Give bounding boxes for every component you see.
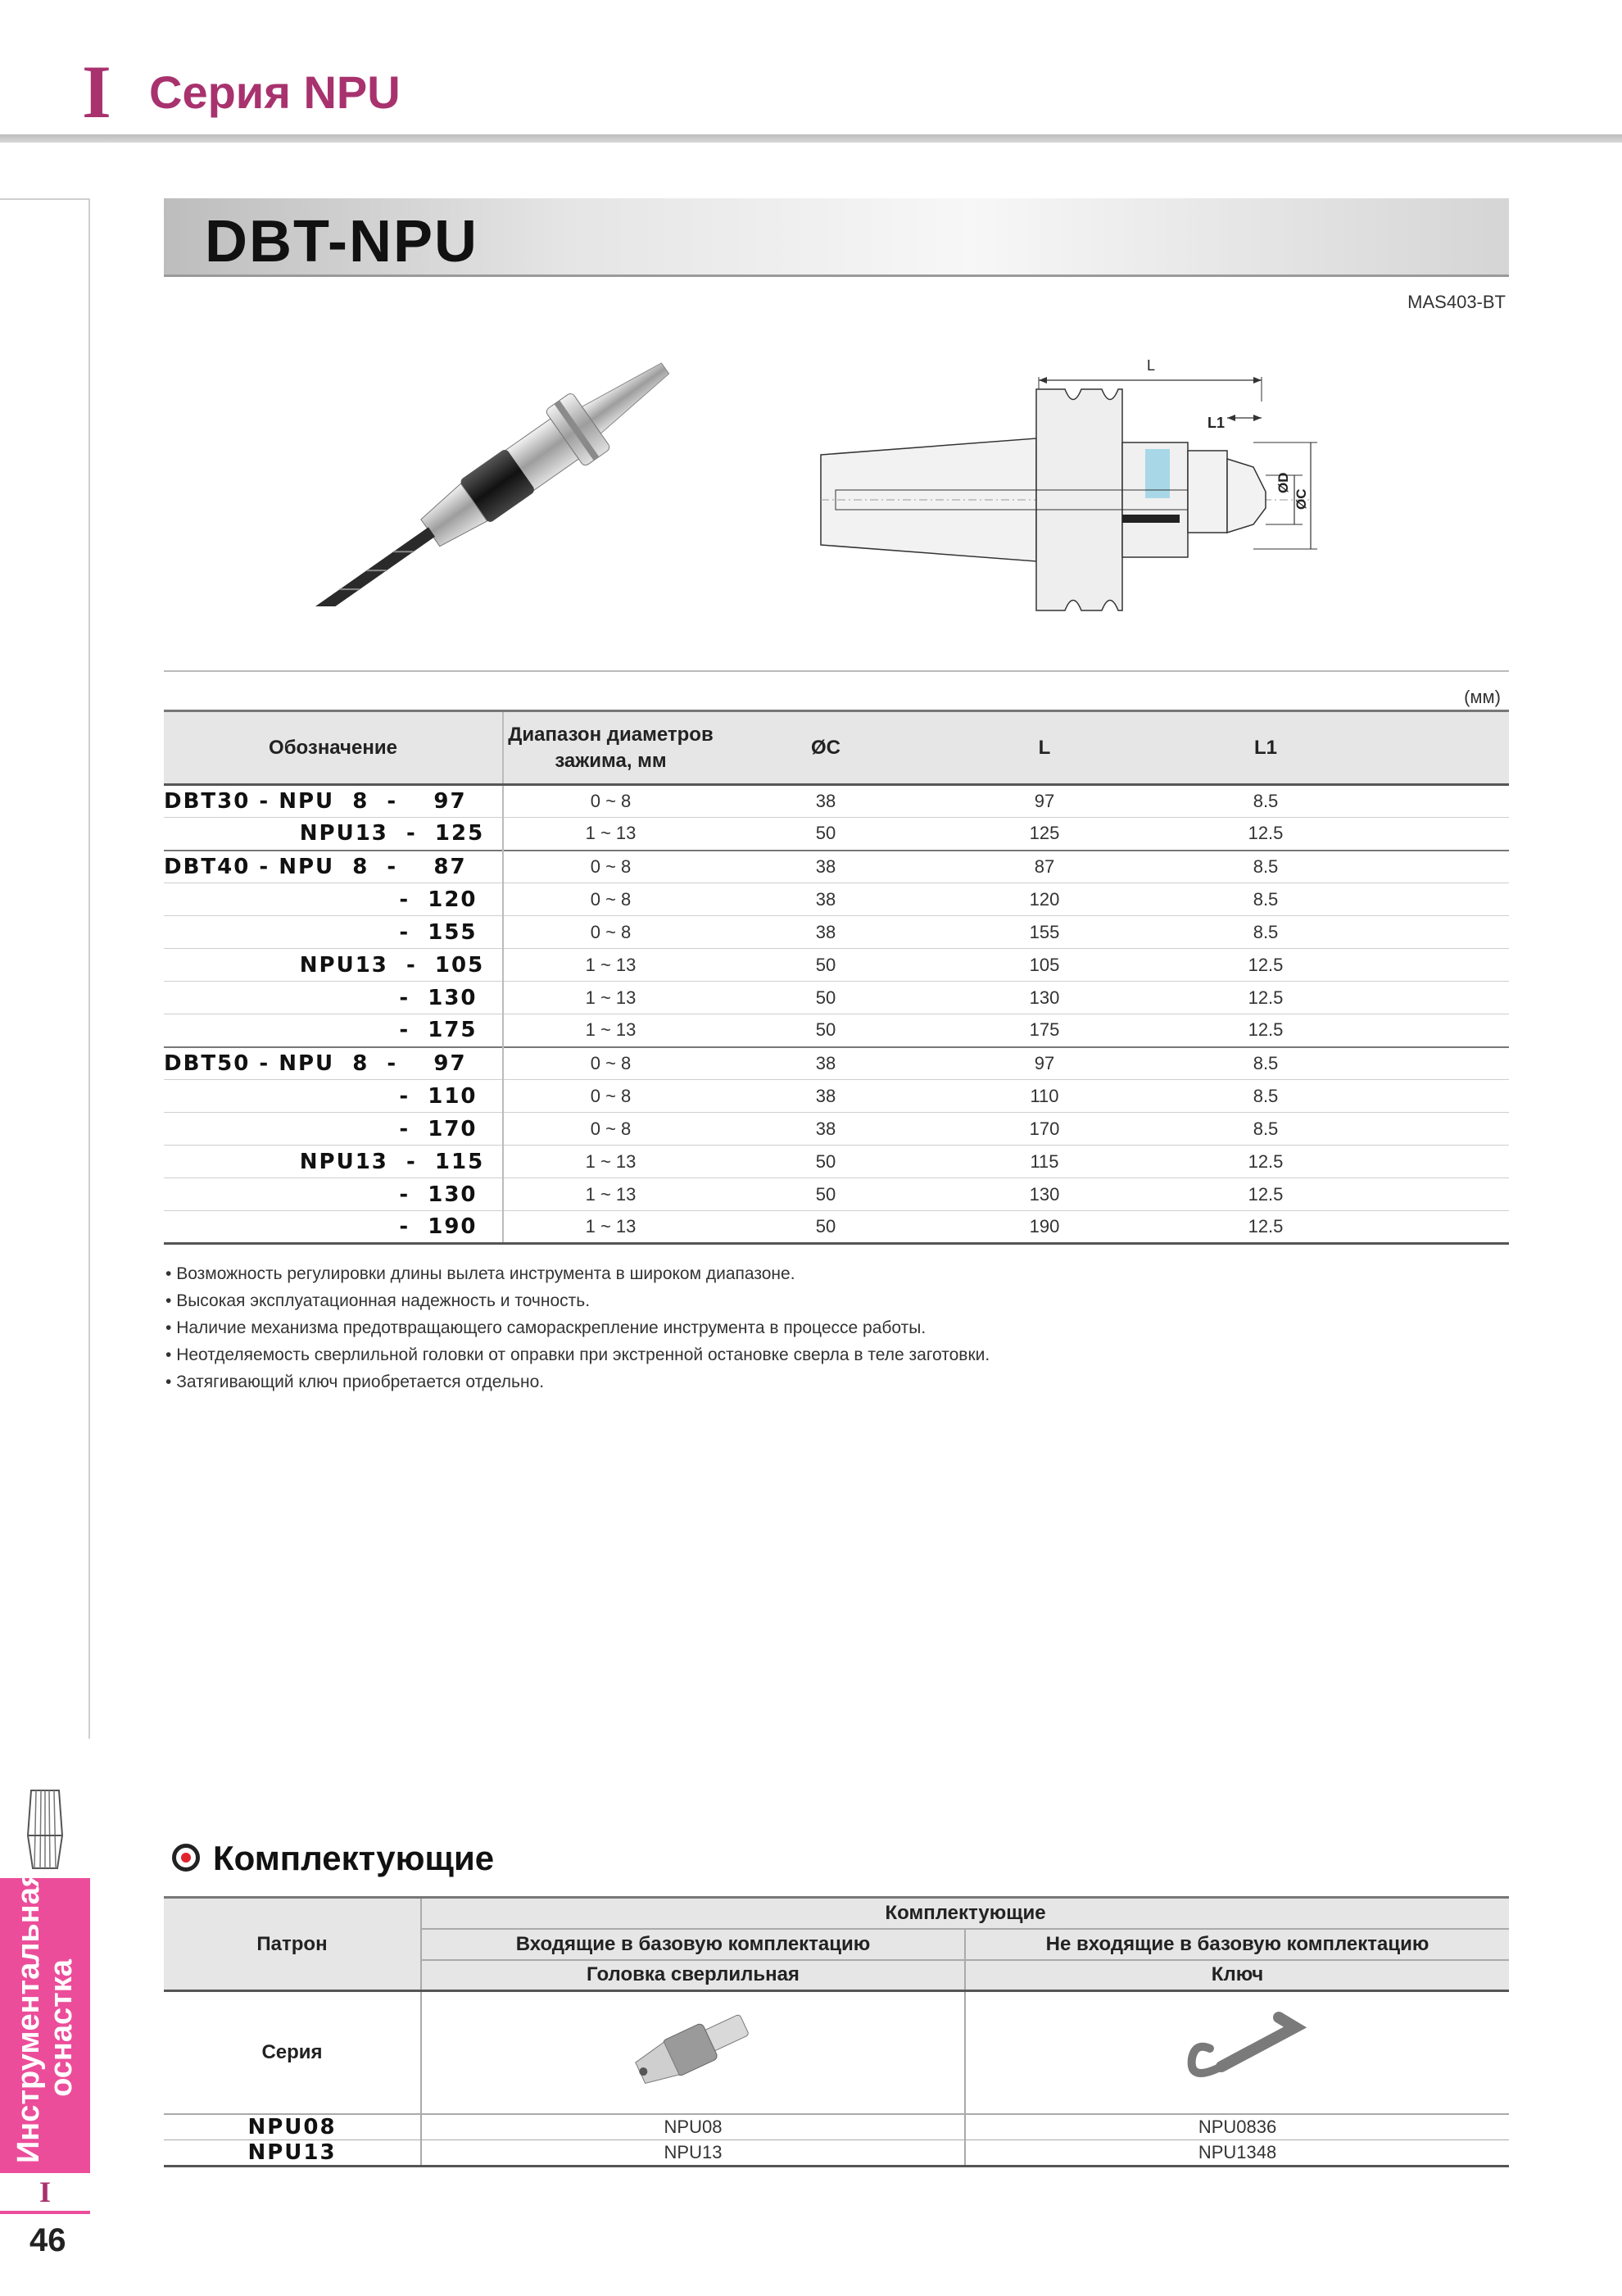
empty-cell	[1376, 1113, 1509, 1146]
l-cell: 170	[934, 1113, 1155, 1146]
range-cell: 0 ~ 8	[503, 1080, 718, 1113]
note-item: • Наличие механизма предотвращающего самораскрепление инструмента в процессе работы.	[165, 1314, 990, 1341]
range-cell: 0 ~ 8	[503, 851, 718, 883]
l-cell: 110	[934, 1080, 1155, 1113]
header-rule	[0, 134, 1622, 143]
range-cell: 0 ~ 8	[503, 1113, 718, 1146]
l-cell: 115	[934, 1146, 1155, 1178]
note-item: • Неотделяемость сверлильной головки от оправки при экстренной остановке сверла в теле заготовки.	[165, 1341, 990, 1368]
empty-cell	[1376, 818, 1509, 851]
acc-not-included-image	[965, 1991, 1509, 2114]
sidebar-roman: I	[39, 2176, 51, 2208]
col-range: Диапазон диаметров зажима, мм	[503, 711, 718, 785]
acc-col-included: Входящие в базовую комплектацию	[421, 1929, 965, 1960]
table-body	[164, 785, 1509, 1244]
acc-series-label: Серия	[164, 1991, 421, 2114]
table-row	[164, 1113, 1509, 1146]
l-cell: 105	[934, 949, 1155, 982]
l1-cell: 8.5	[1155, 1113, 1376, 1146]
standard-label: MAS403-BT	[1407, 292, 1506, 312]
range-cell: 0 ~ 8	[503, 916, 718, 949]
designation-cell: - 170	[164, 1113, 503, 1146]
l1-cell: 8.5	[1155, 851, 1376, 883]
table-row	[164, 982, 1509, 1014]
note-item: • Высокая эксплуатационная надежность и точность.	[165, 1287, 990, 1314]
designation-cell: - 120	[164, 883, 503, 916]
designation-cell: - 130	[164, 1178, 503, 1211]
technical-drawing	[819, 352, 1327, 623]
l1-cell: 8.5	[1155, 785, 1376, 818]
acc-included-cell: NPU08	[421, 2114, 965, 2140]
feature-notes	[165, 1260, 990, 1395]
hook-wrench-icon	[1156, 2001, 1320, 2099]
c-cell: 38	[718, 785, 934, 818]
l1-cell: 12.5	[1155, 982, 1376, 1014]
l1-cell: 12.5	[1155, 1178, 1376, 1211]
range-cell: 0 ~ 8	[503, 785, 718, 818]
l-cell: 120	[934, 883, 1155, 916]
spec-table	[164, 710, 1509, 1245]
empty-cell	[1376, 883, 1509, 916]
dim-d-label: ØD	[1275, 472, 1291, 493]
col-l1: L1	[1155, 711, 1376, 785]
designation-cell: - 130	[164, 982, 503, 1014]
col-l: L	[934, 711, 1155, 785]
table-top-rule	[164, 670, 1509, 672]
l-cell: 130	[934, 982, 1155, 1014]
designation-cell: NPU13 - 115	[164, 1146, 503, 1178]
l1-cell: 12.5	[1155, 949, 1376, 982]
table-row	[164, 818, 1509, 851]
empty-cell	[1376, 982, 1509, 1014]
designation-cell: NPU13 - 125	[164, 818, 503, 851]
table-row	[164, 1178, 1509, 1211]
table-row	[164, 1211, 1509, 1244]
note-item: • Затягивающий ключ приобретается отдельно.	[165, 1368, 990, 1395]
l1-cell: 12.5	[1155, 1211, 1376, 1244]
empty-cell	[1376, 851, 1509, 883]
col-designation: Обозначение	[164, 711, 503, 785]
designation-cell: - 110	[164, 1080, 503, 1113]
table-row	[164, 1080, 1509, 1113]
dim-l1-label: L1	[1207, 415, 1226, 431]
range-cell: 1 ~ 13	[503, 1178, 718, 1211]
l-cell: 97	[934, 1047, 1155, 1080]
empty-cell	[1376, 1047, 1509, 1080]
table-header-row	[164, 711, 1509, 785]
range-cell: 1 ~ 13	[503, 1146, 718, 1178]
acc-sub-included: Головка сверлильная	[421, 1960, 965, 1991]
drill-chuck-holder-photo	[311, 328, 737, 606]
table-row	[164, 883, 1509, 916]
l1-cell: 8.5	[1155, 916, 1376, 949]
col-c: ØC	[718, 711, 934, 785]
acc-sub-not-included: Ключ	[965, 1960, 1509, 1991]
c-cell: 50	[718, 818, 934, 851]
range-cell: 1 ~ 13	[503, 1211, 718, 1244]
designation-cell: - 175	[164, 1014, 503, 1047]
table-row	[164, 785, 1509, 818]
c-cell: 50	[718, 949, 934, 982]
dim-l-label: L	[1147, 357, 1156, 374]
product-title: DBT-NPU	[205, 209, 478, 275]
l1-cell: 8.5	[1155, 1047, 1376, 1080]
c-cell: 38	[718, 916, 934, 949]
c-cell: 50	[718, 1014, 934, 1047]
range-cell: 1 ~ 13	[503, 949, 718, 982]
table-row	[164, 1146, 1509, 1178]
empty-cell	[1376, 785, 1509, 818]
acc-included-image	[421, 1991, 965, 2114]
c-cell: 38	[718, 1113, 934, 1146]
left-frame	[0, 198, 90, 1739]
l-cell: 125	[934, 818, 1155, 851]
designation-cell: NPU13 - 105	[164, 949, 503, 982]
target-bullet-icon	[172, 1844, 200, 1872]
col-empty	[1376, 711, 1509, 785]
designation-cell: DBT30 - NPU 8 - 97	[164, 785, 503, 818]
range-cell: 0 ~ 8	[503, 1047, 718, 1080]
c-cell: 50	[718, 1146, 934, 1178]
c-cell: 38	[718, 851, 934, 883]
empty-cell	[1376, 1211, 1509, 1244]
table-row	[164, 851, 1509, 883]
accessories-table	[164, 1896, 1509, 2167]
acc-col-not-included: Не входящие в базовую комплектацию	[965, 1929, 1509, 1960]
note-item: • Возможность регулировки длины вылета инструмента в широком диапазоне.	[165, 1260, 990, 1287]
empty-cell	[1376, 916, 1509, 949]
l1-cell: 12.5	[1155, 818, 1376, 851]
range-cell: 1 ~ 13	[503, 1014, 718, 1047]
dim-c-label: ØC	[1294, 488, 1309, 510]
l1-cell: 12.5	[1155, 1014, 1376, 1047]
empty-cell	[1376, 1146, 1509, 1178]
table-row	[164, 1014, 1509, 1047]
unit-label: (мм)	[1464, 687, 1501, 707]
empty-cell	[1376, 1014, 1509, 1047]
designation-cell: - 155	[164, 916, 503, 949]
empty-cell	[1376, 949, 1509, 982]
acc-chuck-cell: NPU08	[164, 2114, 421, 2140]
range-cell: 1 ~ 13	[503, 982, 718, 1014]
sidebar-section-text: Инструментальная оснастка	[11, 1868, 79, 2163]
c-cell: 50	[718, 1178, 934, 1211]
empty-cell	[1376, 1178, 1509, 1211]
range-cell: 0 ~ 8	[503, 883, 718, 916]
l-cell: 97	[934, 785, 1155, 818]
acc-included-cell: NPU13	[421, 2140, 965, 2167]
c-cell: 38	[718, 883, 934, 916]
l-cell: 175	[934, 1014, 1155, 1047]
sidebar-section-label	[8, 1868, 82, 2163]
l1-cell: 12.5	[1155, 1146, 1376, 1178]
acc-col-chuck: Патрон	[164, 1898, 421, 1991]
c-cell: 38	[718, 1047, 934, 1080]
range-cell: 1 ~ 13	[503, 818, 718, 851]
acc-header-top: Комплектующие	[421, 1898, 1509, 1929]
collet-icon	[25, 1786, 66, 1876]
acc-not-included-cell: NPU0836	[965, 2114, 1509, 2140]
l-cell: 155	[934, 916, 1155, 949]
section-mark: I	[82, 50, 111, 134]
l1-cell: 8.5	[1155, 883, 1376, 916]
c-cell: 38	[718, 1080, 934, 1113]
empty-cell	[1376, 1080, 1509, 1113]
acc-not-included-cell: NPU1348	[965, 2140, 1509, 2167]
c-cell: 50	[718, 1211, 934, 1244]
c-cell: 50	[718, 982, 934, 1014]
drill-head-icon	[619, 2001, 767, 2099]
table-row	[164, 949, 1509, 982]
designation-cell: DBT40 - NPU 8 - 87	[164, 851, 503, 883]
accessories-title: Комплектующие	[213, 1839, 495, 1877]
l-cell: 87	[934, 851, 1155, 883]
l1-cell: 8.5	[1155, 1080, 1376, 1113]
table-row	[164, 916, 1509, 949]
acc-chuck-cell: NPU13	[164, 2140, 421, 2167]
page-title: Серия NPU	[149, 66, 401, 118]
l-cell: 190	[934, 1211, 1155, 1244]
page-number: 46	[29, 2222, 66, 2258]
l-cell: 130	[934, 1178, 1155, 1211]
table-row	[164, 1047, 1509, 1080]
designation-cell: DBT50 - NPU 8 - 97	[164, 1047, 503, 1080]
designation-cell: - 190	[164, 1211, 503, 1244]
